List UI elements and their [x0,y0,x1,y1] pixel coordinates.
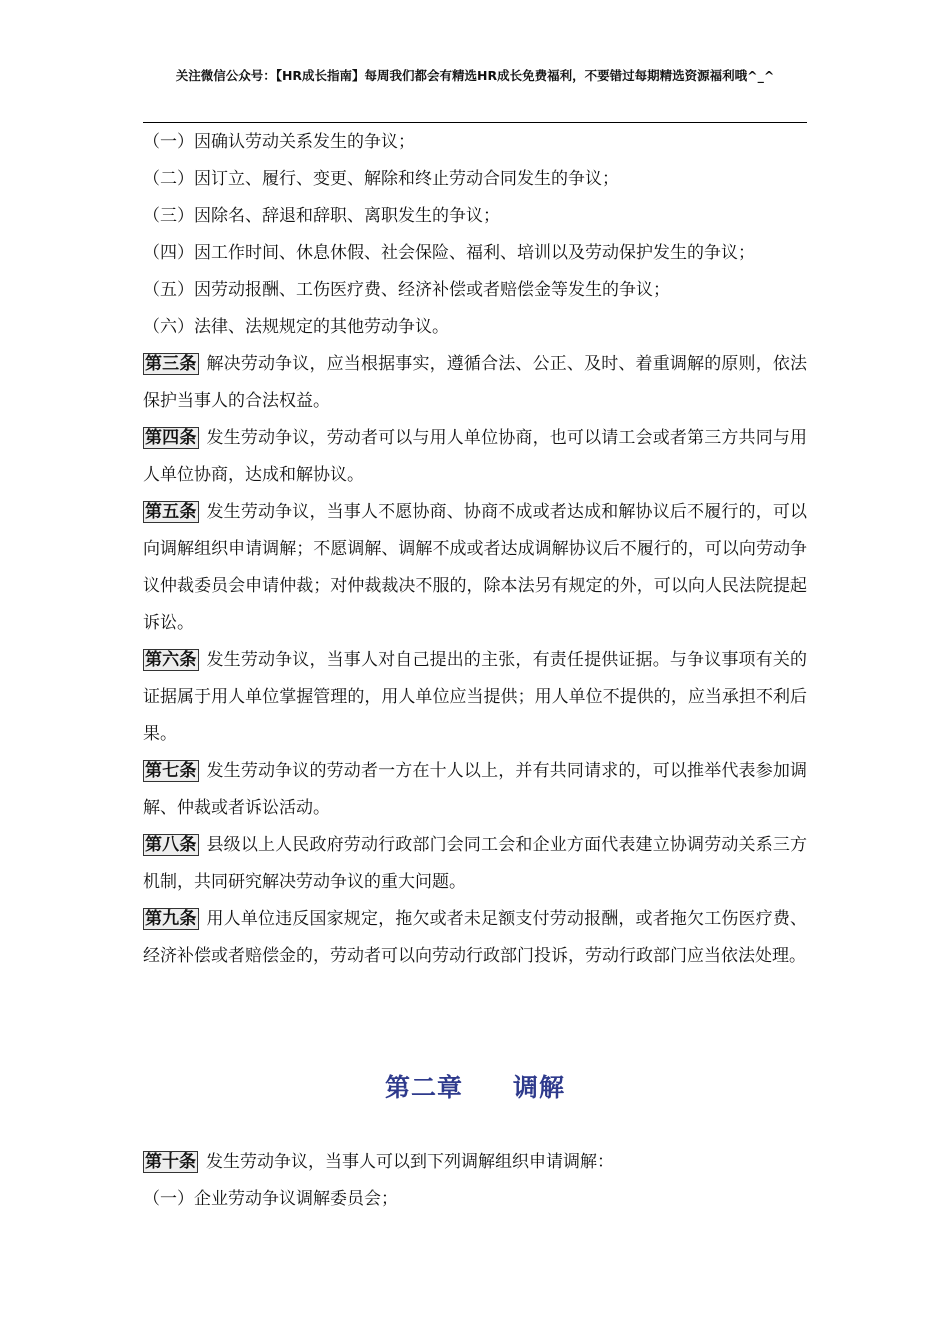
article-label: 第十条 [145,1152,196,1172]
article-4 [143,420,807,494]
article-9 [143,901,807,975]
list-item: （二）因订立、履行、变更、解除和终止劳动合同发生的争议； [143,169,619,189]
list-item: （四）因工作时间、休息休假、社会保险、福利、培训以及劳动保护发生的争议； [143,243,755,263]
article-label: 第五条 [145,502,197,522]
article-7 [143,753,807,827]
list-item: （一）企业劳动争议调解委员会； [143,1189,398,1209]
article-6 [143,642,807,753]
header-divider [143,122,807,123]
article-text: 发生劳动争议，当事人可以到下列调解组织申请调解： [206,1152,614,1172]
list-item: （一）因确认劳动关系发生的争议； [143,132,415,152]
article-text: 县级以上人民政府劳动行政部门会同工会和企业方面代表建立协调劳动关系三方机制，共同研究解决劳动争议的重大问题。 [143,835,808,892]
article-text: 发生劳动争议，劳动者可以与用人单位协商，也可以请工会或者第三方共同与用人单位协商，达成和解协议。 [143,428,808,485]
chapter-title: 调解 [513,1073,566,1102]
article-text: 用人单位违反国家规定，拖欠或者未足额支付劳动报酬，或者拖欠工伤医疗费、经济补偿或者赔偿金的，劳动者可以向劳动行政部门投诉，劳动行政部门应当依法处理。 [143,909,808,966]
document-body [143,124,807,975]
article-8 [143,827,807,901]
article-text: 解决劳动争议，应当根据事实，遵循合法、公正、及时、着重调解的原则，依法保护当事人的合法权益。 [143,354,808,411]
article-label: 第七条 [145,761,197,781]
article-text: 发生劳动争议的劳动者一方在十人以上，并有共同请求的，可以推举代表参加调解、仲裁或者诉讼活动。 [143,761,808,818]
article-10 [143,1144,807,1181]
article-5 [143,494,807,642]
list-item: （三）因除名、辞退和辞职、离职发生的争议； [143,206,500,226]
chapter-number: 第二章 [384,1073,463,1102]
article-label: 第八条 [145,835,197,855]
list-item: （五）因劳动报酬、工伤医疗费、经济补偿或者赔偿金等发生的争议； [143,280,670,300]
article-label: 第九条 [145,909,197,929]
list-item: （六）法律、法规规定的其他劳动争议。 [143,317,449,337]
article-label: 第六条 [145,650,197,670]
article-label: 第四条 [145,428,197,448]
article-text: 发生劳动争议，当事人不愿协商、协商不成或者达成和解协议后不履行的，可以向调解组织申请调解；不愿调解、调解不成或者达成调解协议后不履行的，可以向劳动争议仲裁委员会申请仲裁；对仲裁裁决不服的，除本法另有规定的外，可以向人民法院提起诉讼。 [143,502,808,633]
article-3 [143,346,807,420]
chapter-heading [143,1068,807,1104]
page-header: 关注微信公众号：【HR成长指南】每周我们都会有精选HR成长免费福利，不要错过每期精选资源福利哦^_^ [175,68,775,83]
article-text: 发生劳动争议，当事人对自己提出的主张，有责任提供证据。与争议事项有关的证据属于用人单位掌握管理的，用人单位应当提供；用人单位不提供的，应当承担不利后果。 [143,650,808,744]
article-label: 第三条 [145,354,197,374]
chapter-body [143,1144,807,1218]
